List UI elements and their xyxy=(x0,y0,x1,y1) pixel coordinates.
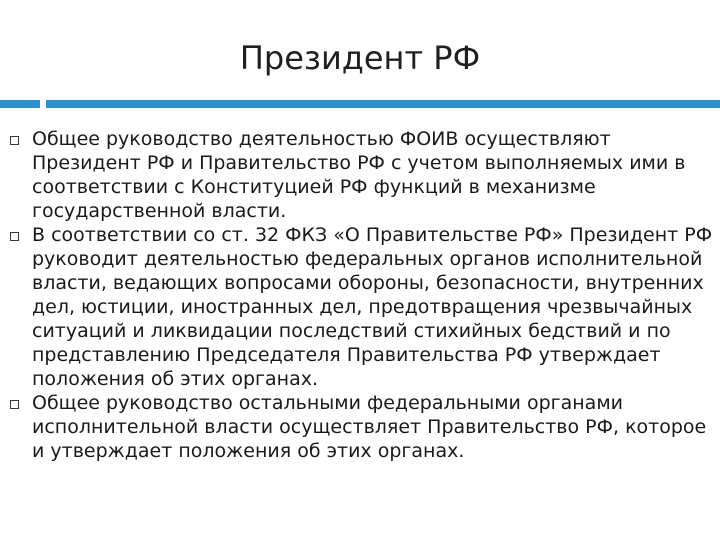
square-bullet-icon xyxy=(10,232,19,241)
accent-bar-main xyxy=(46,100,720,108)
bullet-text: Общее руководство остальными федеральными органами исполнительной власти осуществляет Правительство РФ, которое и утверждает положения об этих органах. xyxy=(32,392,707,462)
square-bullet-icon xyxy=(10,136,19,145)
accent-bar-left xyxy=(0,100,40,108)
slide-title: Президент РФ xyxy=(239,39,481,77)
bullet-text: В соответствии со ст. 32 ФКЗ «О Правительстве РФ» Президент РФ руководит деятельностью федеральных органов исполнительной власти, ведающих вопросами обороны, безопасности, внутренних дел, юстиции, иностранных дел, предотвращения чрезвычайных ситуаций и ликвидации последствий стихийных бедствий и по представлению Председателя Правительства РФ утверждает положения об этих органах. xyxy=(32,224,713,390)
bullet-item xyxy=(10,391,716,463)
bullet-text: Общее руководство деятельностью ФОИВ осуществляют Президент РФ и Правительство РФ с учетом выполняемых ими в соответствии с Конституцией РФ функций в механизме государственной власти. xyxy=(32,128,686,222)
bullet-list xyxy=(10,127,716,463)
bullet-item xyxy=(10,223,716,391)
square-bullet-icon xyxy=(10,400,19,409)
bullet-item xyxy=(10,127,716,223)
